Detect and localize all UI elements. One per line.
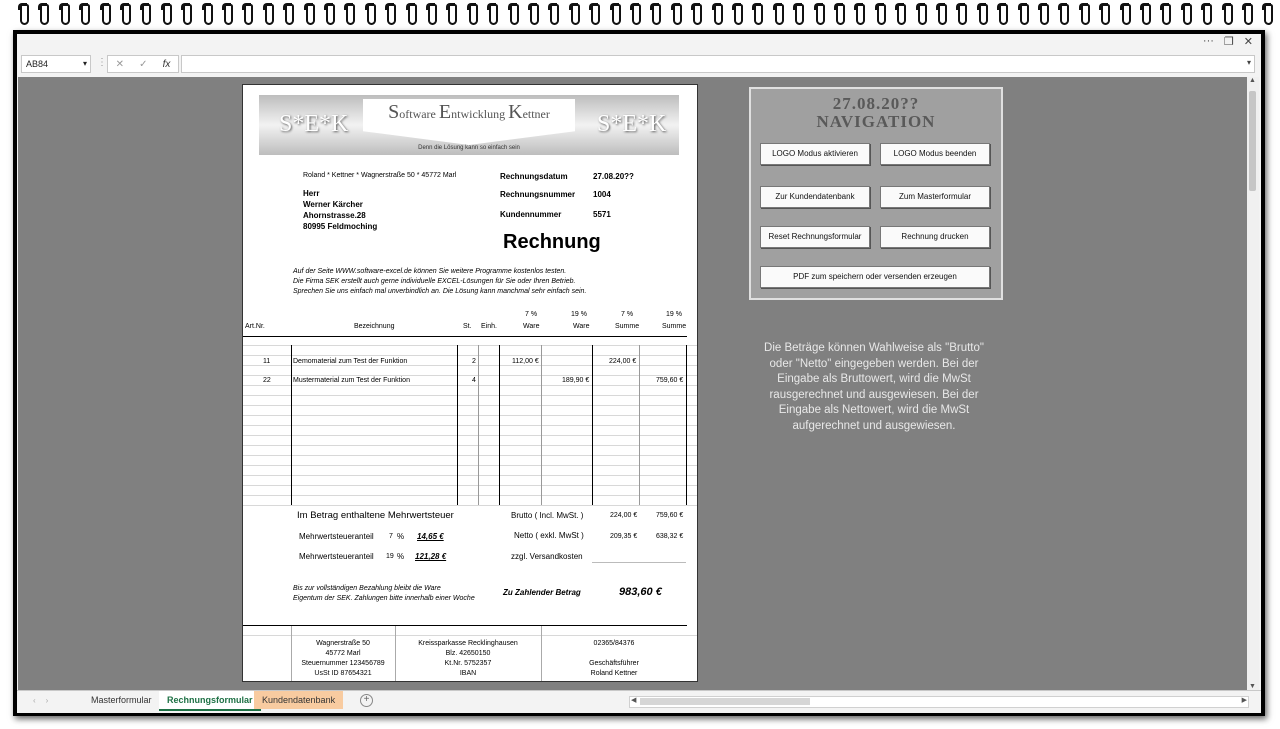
binding-ring-icon [530,4,539,25]
vertical-scrollbar[interactable] [1247,77,1259,690]
binding-ring-icon [285,4,294,25]
binding-ring-icon [1060,4,1069,25]
binding-ring-icon [306,4,315,25]
table-row-line [243,425,697,426]
binding-ring-icon [836,4,845,25]
table-row-line [243,405,697,406]
mwst-heading: Im Betrag enthaltene Mehrwertsteuer [297,510,454,521]
binding-ring-icon [20,4,29,25]
more-options-icon[interactable]: ··· [1202,35,1214,47]
binding-ring-icon [795,4,804,25]
item-ware7: 112,00 € [512,358,539,365]
sheet-tab-bar [17,690,1261,713]
col-header-rate: 7 % [621,311,634,318]
binding-ring-icon [918,4,927,25]
check-icon[interactable]: ✓ [139,58,148,70]
binding-ring-icon [1264,4,1273,25]
meta-label: Rechnungsdatum [500,172,568,181]
binding-ring-icon [183,4,192,25]
table-row-line [243,385,697,386]
binding-ring-icon [265,4,274,25]
binding-ring-icon [142,4,151,25]
table-row-line [243,395,697,396]
col-header-summe7: Summe [615,323,640,330]
table-row-line [243,345,697,346]
meta-label: Kundennummer [500,210,562,219]
binding-ring-icon [40,4,49,25]
binding-ring-icon [938,4,947,25]
versand-label: zzgl. Versandkosten [511,552,583,561]
item-bezeichnung: Demomaterial zum Test der Funktion [293,358,408,365]
binding-ring-icon [897,4,906,25]
header-divider [243,336,687,337]
restore-icon[interactable]: ❐ [1223,36,1234,48]
binding-ring-icon [61,4,70,25]
col-header-rate: 7 % [525,311,538,318]
x-icon[interactable]: ✕ [115,58,124,70]
reset-form-button[interactable]: Reset Rechnungsformular [760,226,870,248]
slogan: Denn die Lösung kann so einfach sein [418,145,520,151]
binding-ring-icon [1040,4,1049,25]
binding-ring-icon [632,4,641,25]
item-ware19: 189,90 € [562,377,590,384]
binding-ring-icon [979,4,988,25]
logo-on-button[interactable]: LOGO Modus aktivieren [760,143,870,165]
add-sheet-icon[interactable]: + [360,694,373,707]
binding-ring-icon [428,4,437,25]
bank-info: IBAN [459,670,477,677]
formula-bar [21,55,1255,73]
table-row-line [243,375,697,376]
formula-input[interactable] [181,55,1255,73]
col-header-summe19: Summe [662,323,687,330]
binding-ring-icon [224,4,233,25]
name-box-value: AB84 [26,59,49,69]
mwst-label: Mehrwertsteueranteil [299,532,374,541]
nav-date: 27.08.20?? [832,94,920,113]
expand-formula-icon[interactable]: ▾ [1246,58,1251,67]
binding-ring-icon [652,4,661,25]
binding-ring-icon [999,4,1008,25]
footer-divider [243,625,687,626]
brutto-label: Brutto ( Incl. MwSt. ) [511,511,584,520]
nav-title: NAVIGATION [816,112,936,131]
binding-ring-icon [1203,4,1212,25]
col-header-st: St. [463,323,472,330]
binding-ring-icon [958,4,967,25]
bank-info: Roland Kettner [590,670,638,677]
item-st: 2 [472,358,476,365]
print-invoice-button[interactable]: Rechnung drucken [880,226,990,248]
mwst-rate: 19 [386,553,394,560]
column-line [457,345,458,505]
binding-ring-icon [591,4,600,25]
binding-ring-icon [81,4,90,25]
bank-info: Blz. 42650150 [445,650,491,657]
item-summe7: 224,00 € [609,358,637,365]
logo-right: S*E*K [597,111,667,137]
item-st: 4 [472,377,476,384]
binding-ring-icon [489,4,498,25]
intro-line: Sprechen Sie uns einfach mal unverbindlich an. Die Lösung kann manchmal sehr einfach sein. [293,288,587,295]
chevron-down-icon[interactable]: ▾ [82,59,87,68]
formula-buttons [107,55,179,73]
item-artnr: 22 [263,377,271,384]
navigation-panel [749,87,1003,300]
brutto-19: 759,60 € [656,512,684,519]
recipient-line: 80995 Feldmoching [303,222,378,231]
binding-ring-icon [734,4,743,25]
scroll-thumb[interactable] [1249,91,1256,191]
binding-ring-icon [346,4,355,25]
window-frame [13,30,1265,716]
tab-nav-arrows-icon[interactable]: ‹› [33,696,59,705]
binding-ring-icon [244,4,253,25]
tab-rechnungsformular[interactable]: Rechnungsformular [159,691,261,711]
meta-value: 1004 [593,190,611,199]
horizontal-scrollbar[interactable] [629,696,1249,708]
binding-ring-icon [571,4,580,25]
binding-ring-icon [1183,4,1192,25]
binding-ring-icon [204,4,213,25]
company-name: Software Entwicklung Kettner [388,101,550,123]
table-row-line [243,465,697,466]
logo-left: S*E*K [279,111,349,137]
bank-info: 02365/84376 [593,640,635,647]
table-row-line [243,355,697,356]
table-row-line [243,455,697,456]
binding-ring-icon [102,4,111,25]
footer-column-line [541,626,542,682]
binding-ring-icon [122,4,131,25]
recipient-line: Herr [303,189,320,198]
mwst-pct: % [397,532,405,541]
invoice-sheet [242,84,698,682]
close-icon[interactable]: ✕ [1243,36,1253,48]
bank-info: Kreissparkasse Recklinghausen [418,640,518,647]
table-row-line [243,445,697,446]
master-form-button[interactable]: Zum Masterformular [880,186,990,208]
binding-ring-icon [469,4,478,25]
binding-ring-icon [775,4,784,25]
netto-7: 209,35 € [610,533,638,540]
versand-line [592,562,686,563]
bank-info: 45772 Marl [325,650,361,657]
title-bar [17,34,1261,52]
table-row-line [243,435,697,436]
divider-icon: ⋮ [97,57,107,68]
table-row-line [243,485,697,486]
footer-row-line [243,635,697,636]
pdf-button[interactable]: PDF zum speichern oder versenden erzeugen [760,266,990,288]
binding-ring-icon [1224,4,1233,25]
excel-window [17,34,1261,712]
column-line [686,345,687,505]
brutto-7: 224,00 € [610,512,638,519]
footer-column-line [395,626,396,682]
sender-line: Roland * Kettner * Wagnerstraße 50 * 45772 Marl [303,172,457,179]
scroll-left-icon[interactable]: ◀ [631,697,637,704]
binding-ring-icon [673,4,682,25]
table-row-line [243,475,697,476]
tab-masterformular[interactable]: Masterformular [91,695,152,705]
table-row-line [243,415,697,416]
binding-ring-icon [816,4,825,25]
binding-ring-icon [326,4,335,25]
binding-ring-icon [408,4,417,25]
bank-info: UsSt ID 87654321 [314,670,372,677]
col-header-rate: 19 % [571,311,587,318]
pay-value: 983,60 € [619,586,662,598]
binding-ring-icon [714,4,723,25]
binding-ring-icon [510,4,519,25]
binding-ring-icon [1101,4,1110,25]
fx-icon[interactable]: fx [162,58,171,70]
binding-ring-icon [1244,4,1253,25]
mwst-pct: % [397,552,405,561]
col-header-bezeichnung: Bezeichnung [354,323,395,330]
column-line [639,345,640,505]
bank-info: Steuernummer 123456789 [301,660,385,667]
col-header-ware7: Ware [523,323,540,330]
table-row-line [243,505,697,506]
invoice-title: Rechnung [503,231,601,253]
hscroll-thumb[interactable] [640,698,810,705]
name-box[interactable] [21,55,91,73]
mwst-value-7: 14,65 € [417,532,444,541]
meta-value: 5571 [593,210,611,219]
footer-note: Bis zur vollständigen Bezahlung bleibt die Ware [293,585,441,592]
pay-label: Zu Zahlender Betrag [503,588,581,597]
meta-value: 27.08.20?? [593,172,634,181]
scroll-right-icon[interactable]: ▶ [1241,697,1247,704]
binding-ring-icon [550,4,559,25]
binding-ring-icon [163,4,172,25]
table-row-line [243,495,697,496]
item-bezeichnung: Mustermaterial zum Test der Funktion [293,377,410,384]
binding-ring-icon [448,4,457,25]
binding-ring-icon [877,4,886,25]
table-row-line [243,365,697,366]
binding-ring-icon [1081,4,1090,25]
scroll-down-icon[interactable]: ▼ [1249,683,1256,690]
binding-ring-icon [1162,4,1171,25]
binding-ring-icon [612,4,621,25]
info-note: Die Beträge können Wahlweise als "Brutto" oder "Netto" eingegeben werden. Bei der Eingabe als Bruttowert, wird die MwSt rausgerechnet und ausgewiesen. Bei der Eingabe als Nettowert, wird die MwSt aufgerechnet und ausgewiesen. [764,342,984,432]
intro-line: Die Firma SEK erstellt auch gerne individuelle EXCEL-Lösungen für Sie oder Ihren Betrieb. [293,278,576,285]
bank-info: Geschäftsführer [589,660,639,667]
column-line [291,345,292,505]
binding-ring-icon [856,4,865,25]
logo-banner [259,95,679,155]
recipient-line: Werner Kärcher [303,200,363,209]
col-header-rate: 19 % [666,311,682,318]
binding-ring-icon [367,4,376,25]
customer-db-button[interactable]: Zur Kundendatenbank [760,186,870,208]
col-header-ware19: Ware [573,323,590,330]
col-header-einh: Einh. [481,323,497,330]
mwst-label: Mehrwertsteueranteil [299,552,374,561]
meta-label: Rechnungsnummer [500,190,576,199]
column-line [592,345,593,505]
binding-ring-icon [1020,4,1029,25]
bank-info: Wagnerstraße 50 [316,640,370,647]
worksheet-area[interactable] [18,77,1247,690]
netto-label: Netto ( exkl. MwSt ) [514,531,584,540]
netto-19: 638,32 € [656,533,684,540]
bank-info: Kt.Nr. 5752357 [444,660,492,667]
binding-ring-icon [754,4,763,25]
footer-note: Eigentum der SEK. Zahlungen bitte innerhalb einer Woche [293,595,475,602]
binding-ring-icon [1122,4,1131,25]
binding-ring-icon [693,4,702,25]
item-artnr: 11 [263,358,271,365]
scroll-up-icon[interactable]: ▲ [1249,77,1256,84]
item-summe19: 759,60 € [656,377,684,384]
column-line [541,345,542,505]
intro-line: Auf der Seite WWW.software-excel.de können Sie weitere Programme kostenlos testen. [293,268,567,275]
mwst-rate: 7 [389,533,393,540]
binding-ring-icon [387,4,396,25]
column-line [499,345,500,505]
footer-column-line [291,626,292,682]
logo-off-button[interactable]: LOGO Modus beenden [880,143,990,165]
recipient-line: Ahornstrasse.28 [303,211,366,220]
binding-ring-icon [1142,4,1151,25]
mwst-value-19: 121,28 € [415,552,447,561]
tab-kundendatenbank[interactable]: Kundendatenbank [254,691,343,709]
column-line [478,345,479,505]
col-header-artnr: Art.Nr. [245,323,265,330]
spiral-binding [0,0,1280,28]
